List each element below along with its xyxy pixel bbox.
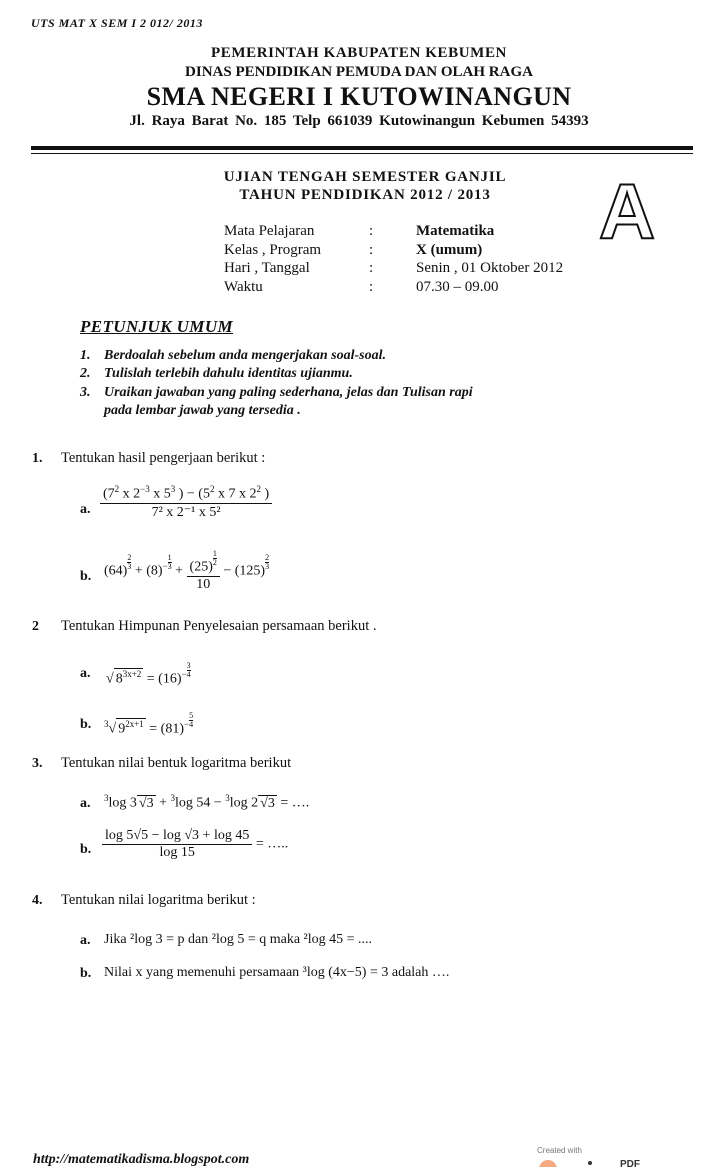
header-rule-thin [31, 153, 693, 154]
part-label: a. [80, 796, 91, 811]
instruction-item: 2. Tulislah terlebih dahulu identitas ujianmu. [80, 366, 353, 381]
question-number: 2 [32, 619, 39, 634]
department-line: DINAS PENDIDIKAN PEMUDA DAN OLAH RAGA [185, 64, 533, 80]
info-colon: : [369, 260, 374, 276]
instructions-heading: PETUNJUK UMUM [80, 317, 234, 336]
q3a-expression: $^3$log 3 √3 + $^3$log 54 − $^3$log 2 √3 = …. [104, 793, 310, 811]
government-line: PEMERINTAH KABUPATEN KEBUMEN [211, 45, 507, 61]
school-address: Jl. Raya Barat No. 185 Telp 661039 Kutowinangun Kebumen 54393 [129, 113, 589, 129]
header-rule-thick [31, 146, 693, 150]
question-text: Tentukan Himpunan Penyelesaian persamaan berikut . [61, 618, 377, 634]
q4b-expression: Nilai x yang memenuhi persamaan ³log (4x−5) = 3 adalah …. [104, 965, 450, 980]
pdf-tool-logo [538, 1157, 688, 1167]
logo-circle-icon [539, 1160, 557, 1167]
question-text: Tentukan nilai logaritma berikut : [61, 892, 256, 908]
part-label: b. [80, 842, 92, 857]
info-label: Waktu [224, 279, 263, 295]
info-colon: : [369, 279, 374, 295]
question-text: Tentukan nilai bentuk logaritma berikut [61, 755, 292, 771]
info-value-class: X (umum) [416, 242, 483, 258]
question-number: 1. [32, 451, 43, 466]
school-name: SMA NEGERI I KUTOWINANGUN [146, 82, 572, 111]
part-label: b. [80, 717, 92, 732]
info-colon: : [369, 223, 374, 239]
q2a-expression: √ $8^{3x+2} = (16)^-$ $\frac{3}{4}$ [106, 661, 191, 687]
question-number: 3. [32, 756, 43, 771]
logo-text: PDF [620, 1159, 640, 1167]
instruction-item: 3. Uraikan jawaban yang paling sederhana, jelas dan Tulisan rapi [80, 385, 473, 400]
info-label: Mata Pelajaran [224, 223, 315, 239]
q1a-expression: $\frac{(7^2 x 2^{-3} x 5^3 ) - (5^2 x 7 x 2^2 )}{\text{7² x 2⁻¹ x 5²}}$ [100, 484, 272, 521]
part-label: a. [80, 666, 91, 681]
created-with-label: Created with [537, 1146, 582, 1155]
part-label: b. [80, 569, 92, 584]
exam-year: TAHUN PENDIDIKAN 2012 / 2013 [239, 187, 491, 203]
q2b-expression: $^3$√ $9^{2x+1} = (81)^-$ $\frac{5}{4}$ [104, 711, 194, 737]
exam-variant-badge [592, 176, 662, 242]
info-value-date: Senin , 01 Oktober 2012 [416, 260, 564, 276]
question-text: Tentukan hasil pengerjaan berikut : [61, 450, 266, 466]
top-note: UTS MAT X SEM I 2 012/ 2013 [31, 16, 203, 30]
exam-title: UJIAN TENGAH SEMESTER GANJIL [223, 169, 507, 185]
variant-letter: A [598, 176, 656, 242]
info-colon: : [369, 242, 374, 258]
info-value-time: 07.30 – 09.00 [416, 279, 499, 295]
q4a-expression: Jika ²log 3 = p dan ²log 5 = q maka ²log 45 = .... [104, 932, 373, 947]
q1b-expression: (64) $\frac{2}{3}$ + (8)− $\frac{1}{3}$ + (25) $\frac{1}{2}$ 10 − (125) $\frac{2}{3}$ [104, 549, 270, 592]
question-number: 4. [32, 893, 43, 908]
logo-dot-icon [588, 1161, 592, 1165]
info-label: Kelas , Program [224, 242, 322, 258]
part-label: b. [80, 966, 92, 981]
info-label: Hari , Tanggal [224, 260, 310, 276]
q3b-expression: $\frac{\log 5√5 - \log √3 + \log 45}{\log 15}$ = ….. [102, 828, 288, 861]
info-value-subject: Matematika [416, 223, 495, 239]
footer-url-link[interactable]: http://matematikadisma.blogspot.com [33, 1152, 250, 1167]
part-label: a. [80, 502, 91, 517]
part-label: a. [80, 933, 91, 948]
instruction-item: pada lembar jawab yang tersedia . [104, 403, 301, 418]
instruction-item: 1. Berdoalah sebelum anda mengerjakan soal-soal. [80, 348, 386, 363]
